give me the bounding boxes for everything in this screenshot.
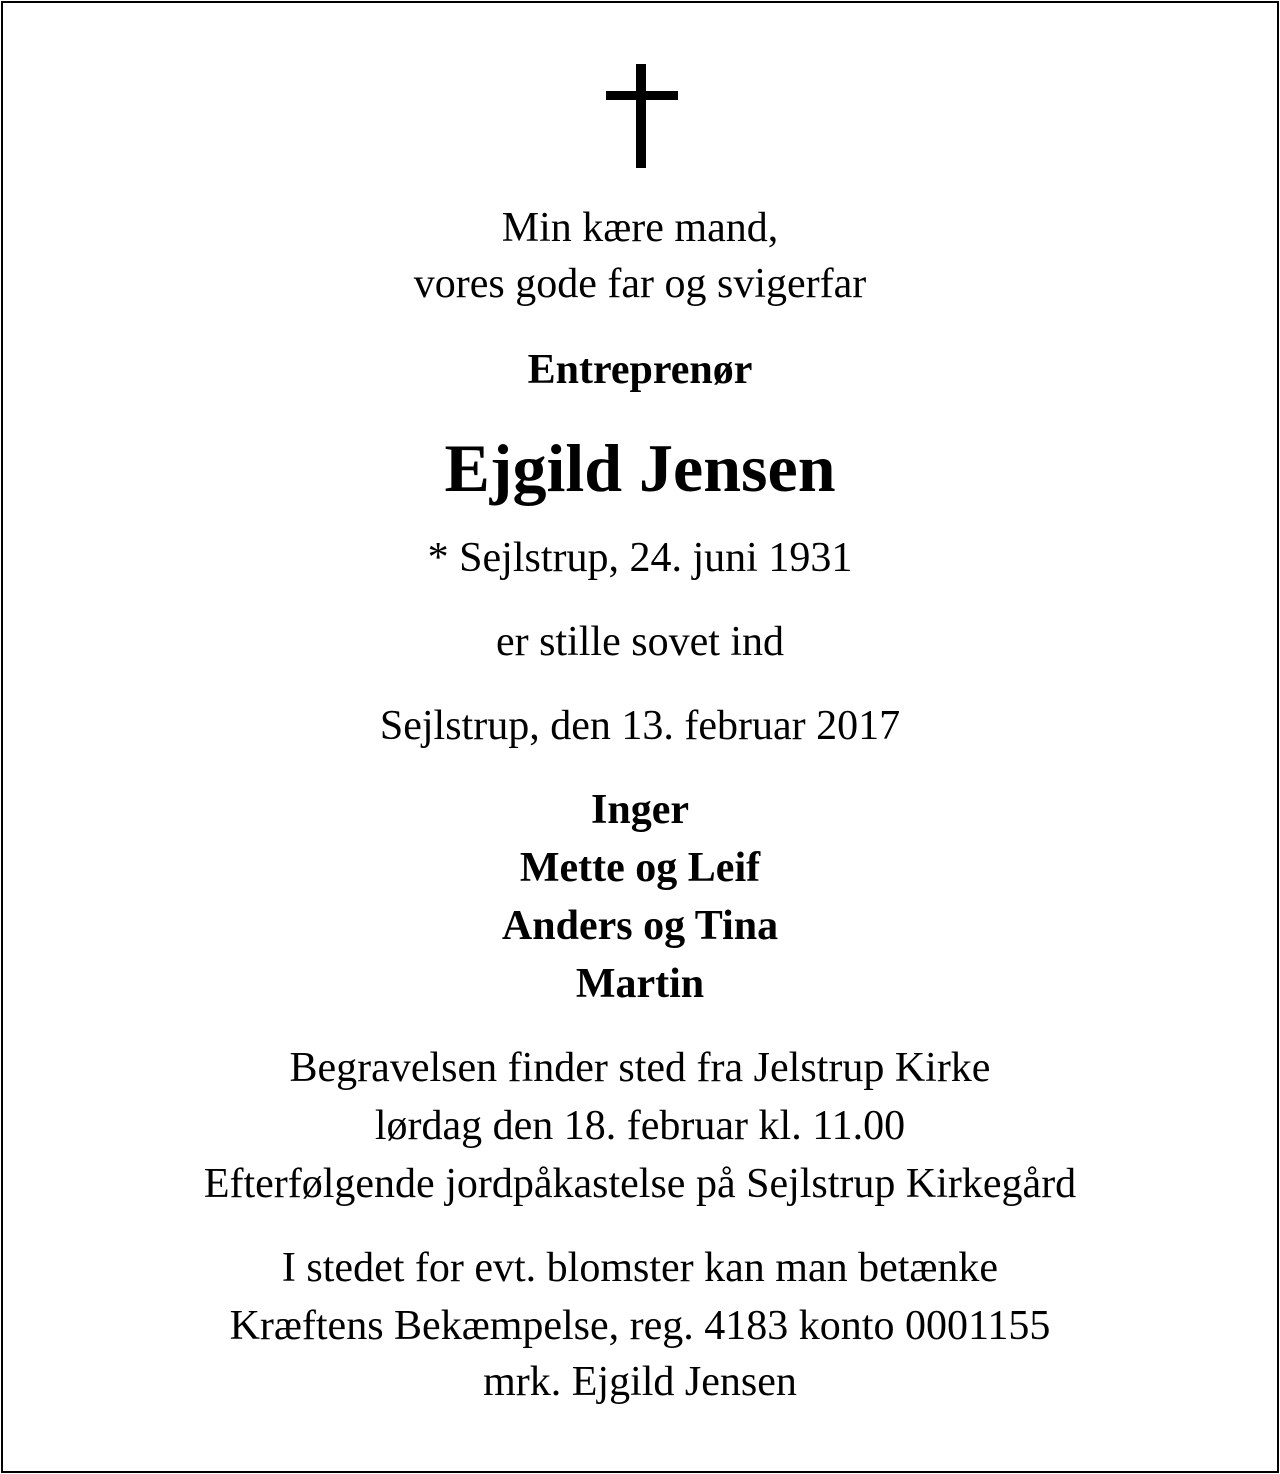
- cross-icon: [606, 64, 678, 168]
- funeral-line: Efterfølgende jordpåkastelse på Sejlstrup Kirkegård: [203, 1161, 1077, 1207]
- donation-line: Kræftens Bekæmpelse, reg. 4183 konto 0001155: [229, 1303, 1051, 1349]
- intro-line-1: Min kære mand,: [501, 205, 779, 251]
- funeral-line: Begravelsen finder sted fra Jelstrup Kirke: [289, 1045, 991, 1091]
- place-date-line: Sejlstrup, den 13. februar 2017: [379, 703, 901, 749]
- funeral-line: lørdag den 18. februar kl. 11.00: [374, 1103, 906, 1149]
- family-name: Martin: [575, 961, 705, 1007]
- family-name: Inger: [591, 787, 689, 833]
- donation-line: I stedet for evt. blomster kan man betænke: [281, 1245, 999, 1291]
- occupation-title: Entreprenør: [527, 347, 753, 393]
- deceased-name: Ejgild Jensen: [444, 430, 836, 506]
- family-name: Anders og Tina: [501, 903, 779, 949]
- birth-line: * Sejlstrup, 24. juni 1931: [427, 535, 853, 581]
- intro-line-2: vores gode far og svigerfar: [413, 261, 867, 307]
- family-name: Mette og Leif: [519, 845, 761, 891]
- donation-line: mrk. Ejgild Jensen: [483, 1359, 797, 1405]
- passed-line: er stille sovet ind: [495, 619, 785, 665]
